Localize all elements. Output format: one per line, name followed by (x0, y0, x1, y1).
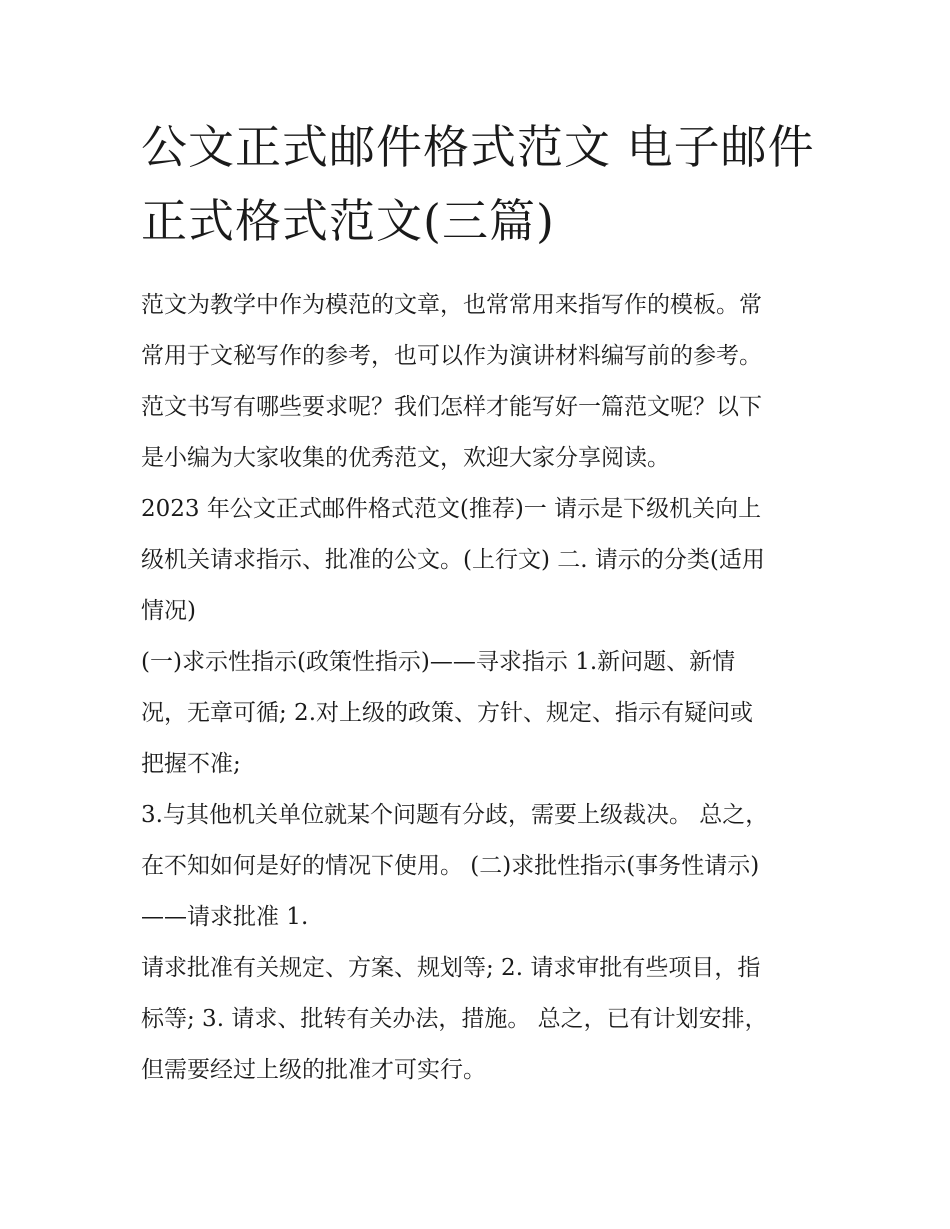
document-body (141, 110, 821, 1096)
paragraph-intro: 范文为教学中作为模范的文章，也常常用来指写作的模板。常 常用于文秘写作的参考，也可以作为演讲材料编写前的参考。 范文书写有哪些要求呢？我们怎样才能写好一篇范文呢？以下 是小编为大家收集的优秀范文，欢迎大家分享阅读。 (141, 292, 762, 471)
paragraph-approval-type: 请求批准有关规定、方案、规划等; 2. 请求审批有些项目，指 标等; 3. 请求、批转有关办法，措施。 总之，已有计划安排， 但需要经过上级的批准才可实行。 (141, 955, 768, 1083)
paragraph-disagreement: 3.与其他机关单位就某个问题有分歧，需要上级裁决。 总之， 在不知如何是好的情况下使用。 (二)求批性指示(事务性请示) ——请求批准 1. (141, 802, 769, 930)
document-title: 公文正式邮件格式范文 电子邮件正式格式范文(三篇) (141, 120, 815, 248)
paragraph-instruction-type: (一)求示性指示(政策性指示)——寻求指示 1.新问题、新情 况，无章可循; 2.对上级的政策、方针、规定、指示有疑问或 把握不准; (141, 649, 754, 777)
paragraph-request-definition: 2023 年公文正式邮件格式范文(推荐)一 请示是下级机关向上 级机关请求指示、批准的公文。(上行文) 二. 请示的分类(适用 情况) (141, 496, 765, 624)
